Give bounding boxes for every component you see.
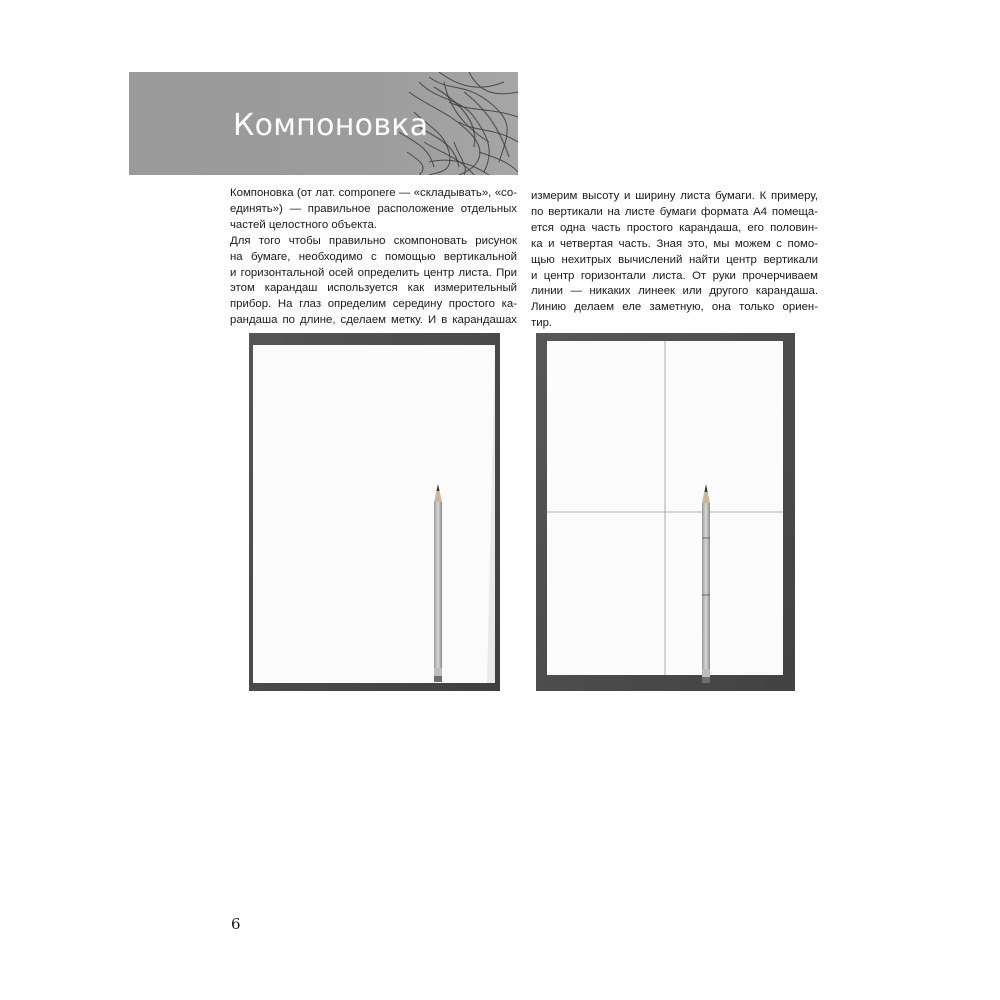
text-line: ка и четвертая часть. Зная это, мы можем с помо- — [531, 237, 818, 250]
text-line: линии — никаких линеек или другого карандаша. — [531, 285, 818, 298]
text-line: на бумаге, необходимо с помощью вертикальной — [230, 250, 517, 263]
chapter-banner — [129, 72, 518, 175]
text-line: Компоновка (от лат. componere — «складывать», «со- — [230, 187, 517, 199]
text-line: тир. — [531, 317, 553, 330]
text-line: частей целостного объекта. — [230, 218, 377, 231]
text-line: Линию делаем еле заметную, она только ориен- — [531, 301, 818, 314]
text-line: рандаша по длине, сделаем метку. И в карандашах — [230, 314, 517, 327]
text-line: Для того чтобы правильно скомпоновать рисунок — [230, 234, 517, 247]
text-column-right — [531, 189, 818, 332]
text-line: ется одна часть простого карандаша, его половин- — [531, 221, 818, 234]
chapter-title: Компоновка — [233, 108, 429, 143]
text-line: прибор. На глаз определим середину простого ка- — [230, 298, 517, 311]
paper-sheet — [253, 345, 495, 683]
photo-blank-sheet-with-pencil — [249, 333, 500, 691]
text-line: единять») — правильное расположение отдельных — [230, 202, 517, 215]
text-line: щью нехитрых вычислений найти центр вертикали — [531, 253, 818, 266]
text-line: и горизонтальной осей определить центр листа. При — [230, 266, 517, 279]
pencil — [434, 484, 442, 682]
text-line: измерим высоту и ширину листа бумаги. К примеру, — [531, 190, 818, 202]
text-line: и центр горизонтали листа. От руки прочерчиваем — [531, 269, 818, 282]
text-line: по вертикали на листе бумаги формата А4 помеща- — [531, 205, 818, 218]
text-line: этом карандаш используется как измерительный — [230, 282, 517, 295]
pencil — [702, 484, 710, 683]
photo-sheet-with-axes-and-pencil — [536, 333, 795, 691]
page-number: 6 — [231, 915, 241, 933]
text-column-left — [230, 186, 517, 329]
